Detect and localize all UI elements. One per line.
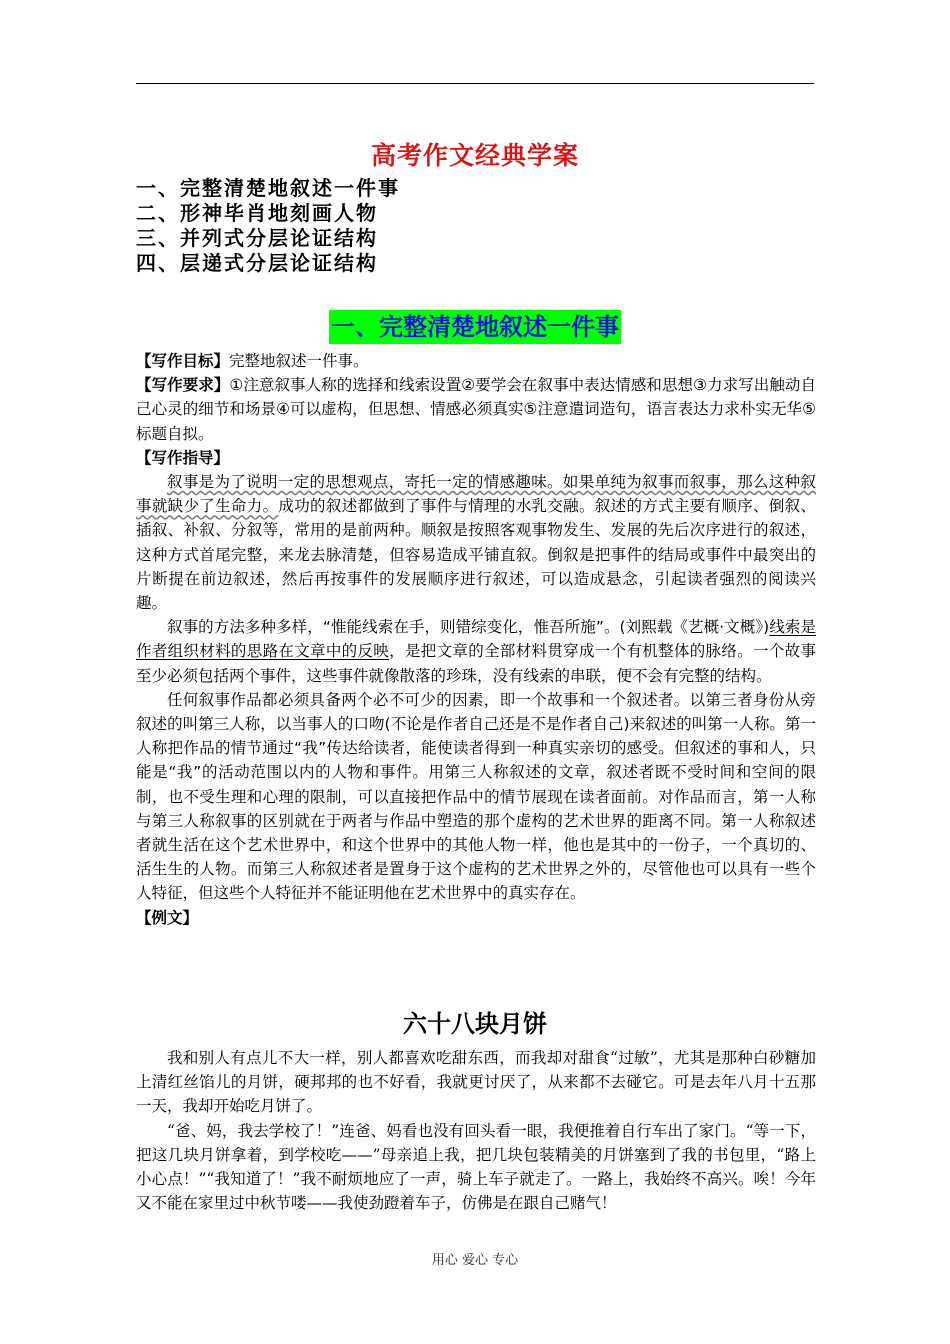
toc-item: 四、层递式分层论证结构 <box>136 251 378 275</box>
toc-item: 二、形神毕肖地刻画人物 <box>136 201 378 225</box>
wavy-underlined-text: 叙事是为了说明一定的思想观点，寄托一定的情感趣味。如果单纯为叙事而叙事，那么这种叙事就缺少了生命力。 <box>136 473 816 516</box>
essay-title: 六十八块月饼 <box>403 1010 547 1038</box>
section-heading-container <box>0 310 950 344</box>
section-heading: 一、完整清楚地叙述一件事 <box>329 310 621 344</box>
guide-label-paragraph <box>136 446 816 470</box>
requirement-paragraph <box>136 373 816 446</box>
requirement-label: 【写作要求】 <box>136 376 230 395</box>
guide-label: 【写作指导】 <box>136 448 230 467</box>
guide-paragraph-1 <box>136 470 816 615</box>
essay-paragraph-1: 我和别人有点儿不大一样，别人都喜欢吃甜东西，而我却对甜食“过敏”，尤其是那种白砂糖加上清红丝馅儿的月饼，硬邦邦的也不好看，我就更讨厌了，从来都不去碰它。可是去年八月十五那一天，我却开始吃月饼了。 <box>136 1049 816 1116</box>
requirement-text: ①注意叙事人称的选择和线索设置②要学会在叙事中表达情感和思想③力求写出触动自己心灵的细节和场景④可以虚构，但思想、情感必须真实⑤注意遣词造句，语言表达力求朴实无华⑤标题自拟。 <box>136 376 816 443</box>
writing-guide-body <box>136 349 816 930</box>
example-label-paragraph <box>136 906 816 930</box>
essay-paragraph-2: “爸、妈，我去学校了！”连爸、妈看也没有回头看一眼，我便推着自行车出了家门。“等一下，把这几块月饼拿着，到学校吃——”母亲追上我，把几块包装精美的月饼塞到了我的书包里，“路上小心点！”“我知道了！”我不耐烦地应了一声，骑上车子就走了。一路上，我始终不高兴。唉！今年又不能在家里过中秋节喽——我使劲蹬着车子，仿佛是在跟自己赌气！ <box>136 1121 816 1213</box>
guide-paragraph-2-rest: ，是把文章的全部材料贯穿成一个有机整体的脉络。一个故事至少必须包括两个事件，这些事件就像散落的珍珠，没有线索的串联，便不会有完整的结构。 <box>136 642 816 685</box>
toc-item: 三、并列式分层论证结构 <box>136 226 378 250</box>
document-title: 高考作文经典学案 <box>370 141 579 170</box>
guide-paragraph-3: 任何叙事作品都必须具备两个必不可少的因素，即一个故事和一个叙述者。以第三者身份从旁叙述的叫第三人称，以当事人的口吻(不论是作者自己还是不是作者自己)来叙述的叫第一人称。第一人称把作品的情节通过“我”传达给读者，能使读者得到一种真实亲切的感受。但叙述的事和人，只能是“我”的活动范围以内的人物和事件。用第三人称叙述的文章，叙述者既不受时间和空间的限制，也不受生理和心理的限制，可以直接把作品中的情节展现在读者面前。对作品而言，第一人称与第三人称叙事的区别就在于两者与作品中塑造的那个虚构的艺术世界的距离不同。第一人称叙述者就生活在这个艺术世界中，和这个世界中的其他人物一样，他也是其中的一份子，一个真切的、活生生的人物。而第三人称叙述者是置身于这个虚构的艺术世界之外的，尽管他也可以具有一些个人特征，但这些个人特征并不能证明他在艺术世界中的真实存在。 <box>136 690 816 903</box>
essay-body <box>136 1046 816 1215</box>
guide-paragraph-1-rest: 成功的叙述都做到了事件与情理的水乳交融。叙述的方式主要有顺序、倒叙、插叙、补叙、分叙等，常用的是前两种。顺叙是按照客观事物发生、发展的先后次序进行的叙述，这种方式首尾完整，来龙去脉清楚，但容易造成平铺直叙。倒叙是把事件的结局或事件中最突出的片断提在前边叙述，然后再按事件的发展顺序进行叙述，可以造成悬念，引起读者强烈的阅读兴趣。 <box>136 497 816 613</box>
goal-text: 完整地叙述一件事。 <box>229 352 369 370</box>
toc-item: 一、完整清楚地叙述一件事 <box>136 176 400 200</box>
guide-paragraph-2-start: 叙事的方法多种多样，“惟能线索在手，则错综变化，惟吾所施”。(刘熙载《艺概·文概》) <box>167 618 770 637</box>
underlined-text: 线索是作者组织材料的思路在文章中的反映 <box>136 618 816 661</box>
goal-label: 【写作目标】 <box>136 352 230 370</box>
table-of-contents <box>136 176 400 276</box>
goal-paragraph <box>136 349 816 373</box>
page-footer: 用心 爱心 专心 <box>431 1253 519 1268</box>
guide-paragraph-2 <box>136 615 816 688</box>
header-rule <box>136 83 814 84</box>
example-label: 【例文】 <box>136 908 199 927</box>
